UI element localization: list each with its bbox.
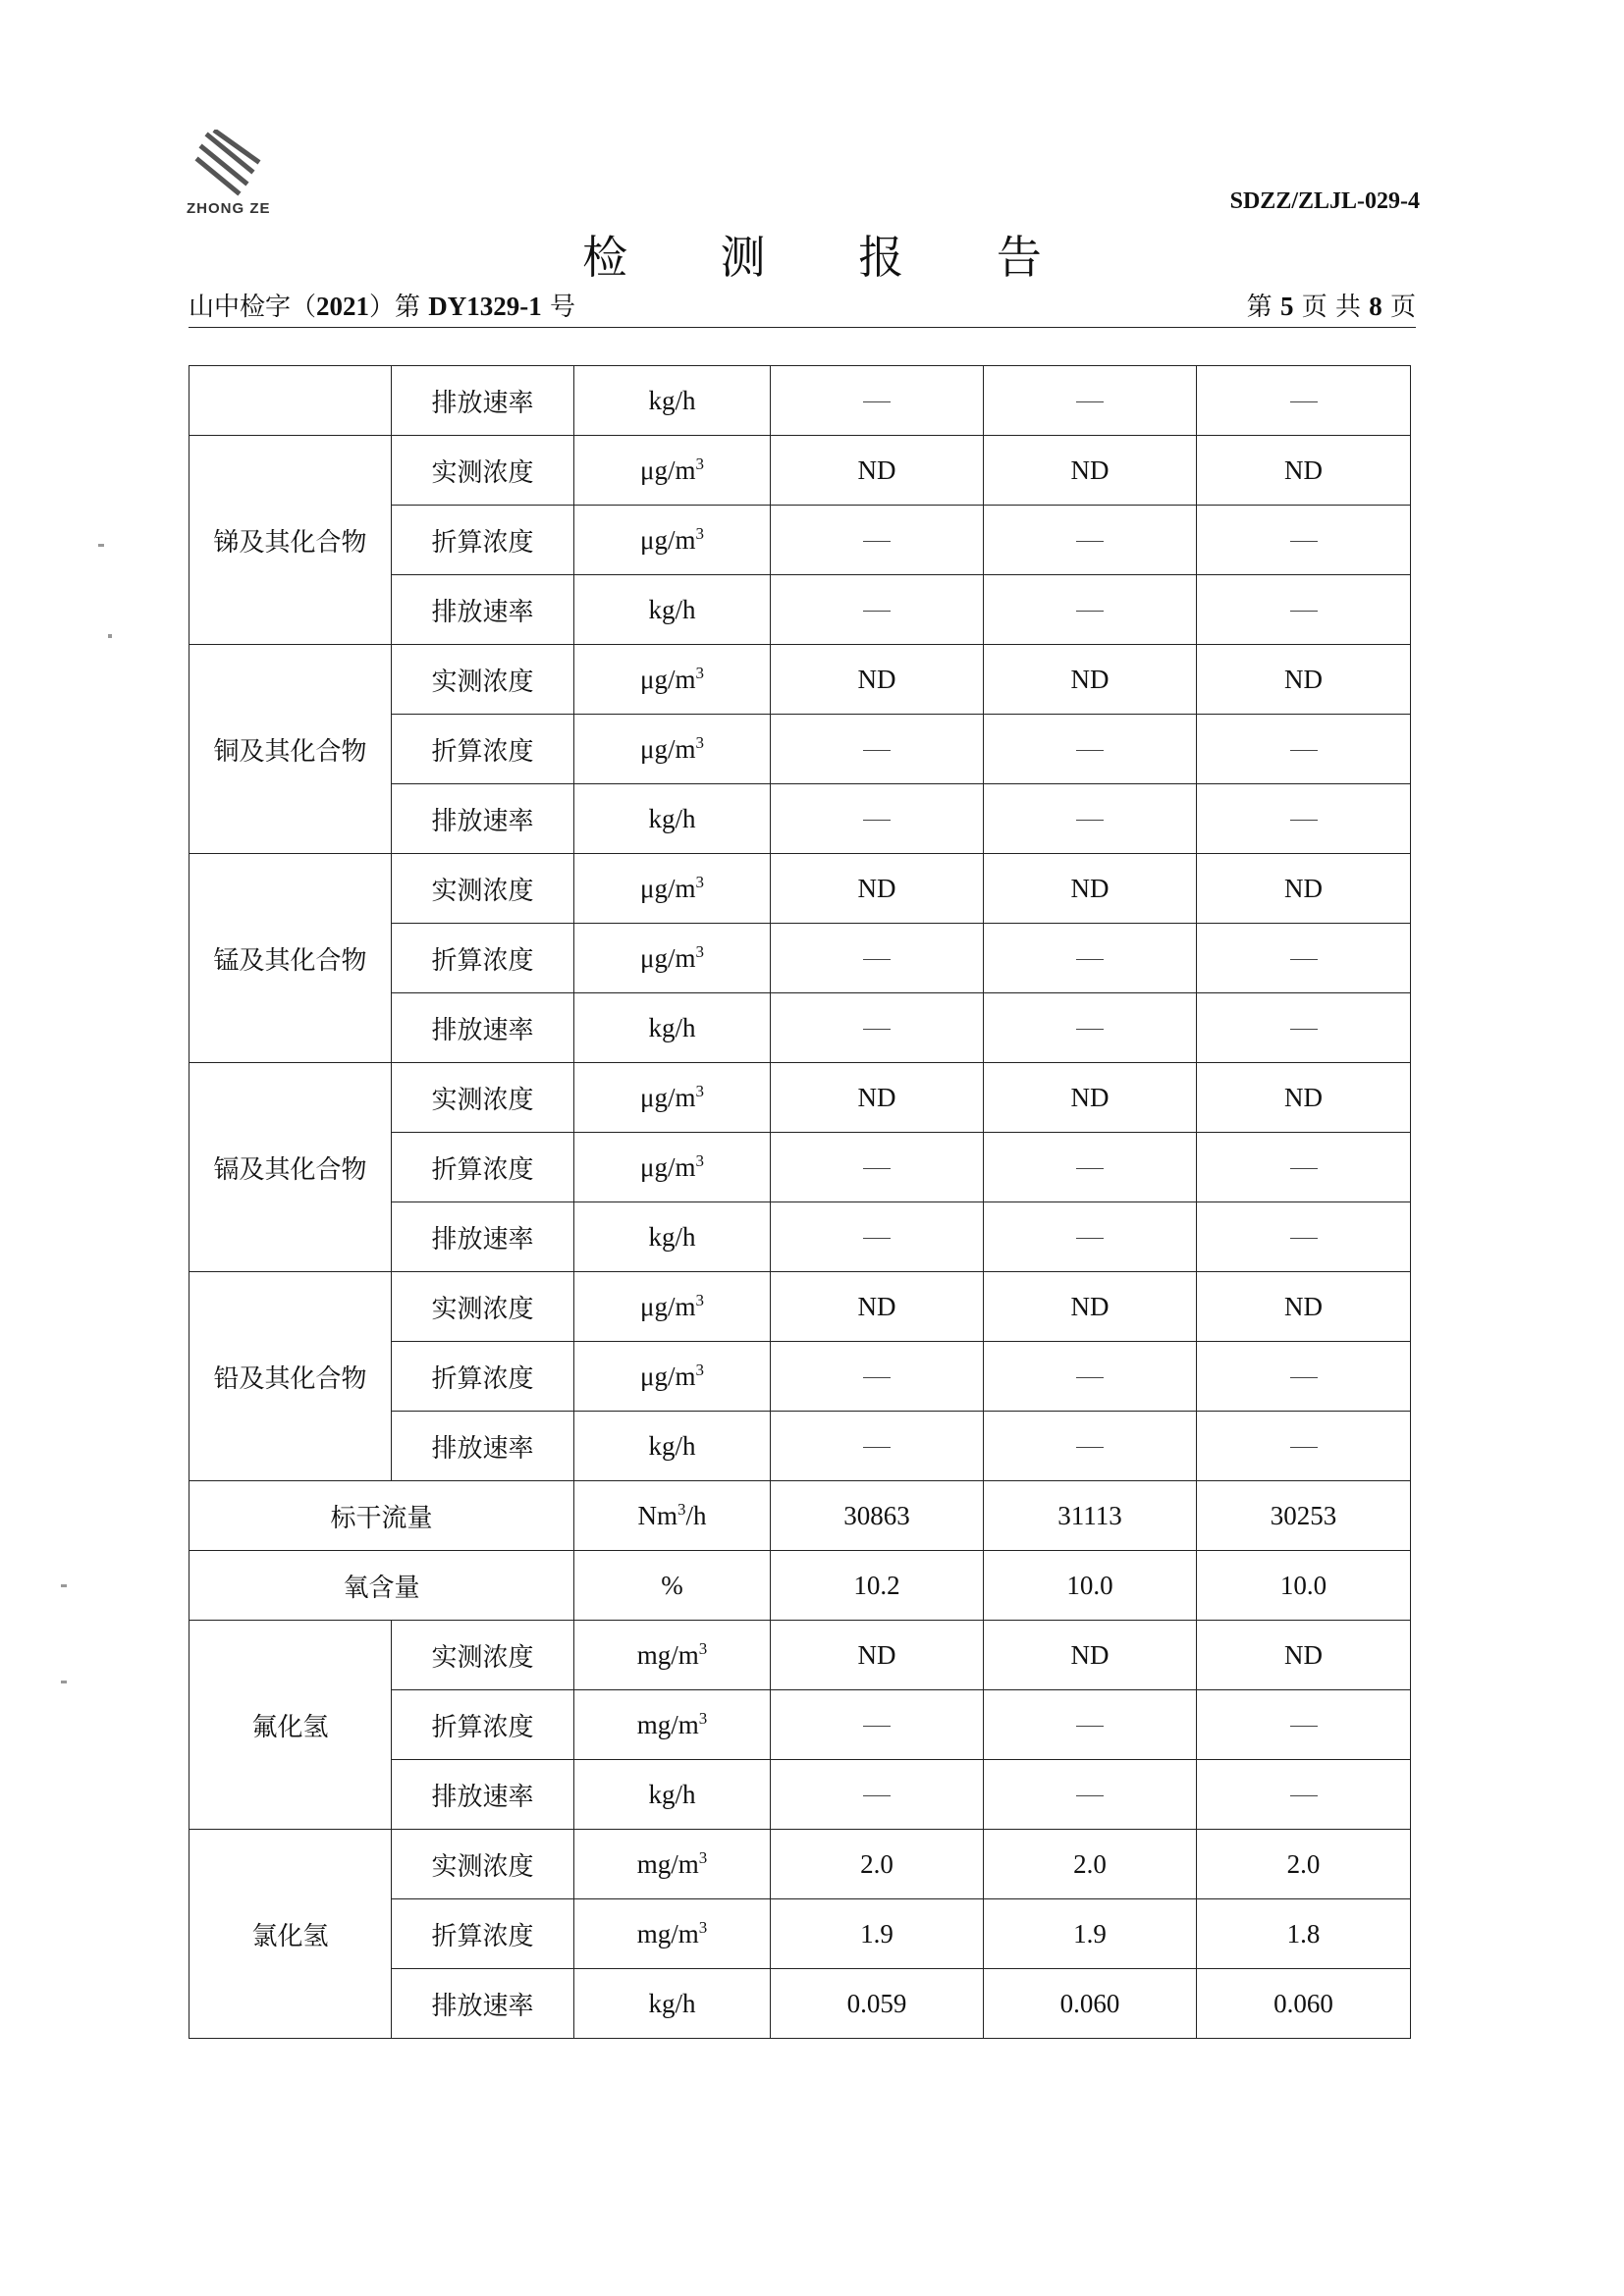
unit-text: kg/h xyxy=(648,1779,696,1809)
unit-superscript: 3 xyxy=(698,1709,708,1728)
value-cell xyxy=(771,506,984,575)
value-text: ND xyxy=(1070,664,1110,694)
unit-cell xyxy=(574,645,771,715)
value-cell xyxy=(984,1063,1197,1133)
value-text: ND xyxy=(1070,454,1110,485)
unit-cell xyxy=(574,1412,771,1481)
value-cell xyxy=(984,1830,1197,1899)
param-label: 实测浓度 xyxy=(392,1063,574,1133)
dash-mark xyxy=(1076,1447,1104,1448)
value-cell xyxy=(771,645,984,715)
value-cell xyxy=(1197,1481,1411,1551)
dash-mark xyxy=(1290,541,1318,542)
page-prefix: 第 xyxy=(1246,293,1280,322)
report-prefix: 山中检字（ xyxy=(189,293,317,322)
value-cell xyxy=(771,1690,984,1760)
dash-mark xyxy=(863,959,891,960)
dash-mark xyxy=(1290,1238,1318,1239)
param-label: 实测浓度 xyxy=(392,1830,574,1899)
unit-text: μg/m xyxy=(640,1083,696,1112)
value-cell xyxy=(771,1481,984,1551)
value-cell xyxy=(771,1969,984,2039)
value-cell xyxy=(1197,1830,1411,1899)
value-cell xyxy=(771,1899,984,1969)
dash-mark xyxy=(863,1447,891,1448)
dash-mark xyxy=(1076,1029,1104,1030)
value-cell xyxy=(771,1412,984,1481)
unit-cell xyxy=(574,924,771,993)
value-cell xyxy=(1197,1690,1411,1760)
table-row xyxy=(189,1621,1411,1690)
unit-text: μg/m xyxy=(640,943,696,973)
unit-text: μg/m xyxy=(640,1292,696,1321)
value-cell xyxy=(984,1342,1197,1412)
unit-cell xyxy=(574,1690,771,1760)
unit-text: mg/m xyxy=(636,1640,699,1670)
value-text: 30253 xyxy=(1270,1500,1337,1530)
param-label: 折算浓度 xyxy=(392,1342,574,1412)
value-text: 2.0 xyxy=(1073,1848,1107,1879)
table-row xyxy=(189,1551,1411,1621)
value-cell xyxy=(984,993,1197,1063)
dash-mark xyxy=(1076,611,1104,612)
value-cell xyxy=(1197,436,1411,506)
value-cell xyxy=(984,1133,1197,1202)
unit-text: mg/m xyxy=(636,1849,699,1879)
value-text: ND xyxy=(1070,873,1110,903)
value-text: ND xyxy=(857,454,896,485)
param-label: 排放速率 xyxy=(392,1969,574,2039)
unit-text: μg/m xyxy=(640,1152,696,1182)
unit-cell: kg/h xyxy=(574,366,771,436)
value-cell xyxy=(771,784,984,854)
value-cell xyxy=(1197,575,1411,645)
unit-text: mg/m xyxy=(636,1710,699,1739)
value-cell xyxy=(984,715,1197,784)
value-text: ND xyxy=(1070,1639,1110,1670)
value-text: 30863 xyxy=(843,1500,910,1530)
unit-text: kg/h xyxy=(648,1430,696,1461)
value-text: ND xyxy=(1284,664,1323,694)
page-total: 8 xyxy=(1369,292,1382,321)
dash-mark xyxy=(1290,959,1318,960)
value-text: ND xyxy=(857,873,896,903)
page-suffix: 页 xyxy=(1381,293,1416,322)
dash-mark xyxy=(1076,959,1104,960)
unit-superscript: 3 xyxy=(695,664,704,682)
value-cell xyxy=(984,645,1197,715)
value-cell xyxy=(771,366,984,436)
scan-mark xyxy=(108,634,112,638)
unit-text: μg/m xyxy=(640,665,696,694)
value-text: 0.060 xyxy=(1059,1988,1120,2018)
value-cell xyxy=(771,575,984,645)
value-cell xyxy=(984,1690,1197,1760)
value-cell xyxy=(984,1551,1197,1621)
dash-mark xyxy=(1290,1377,1318,1378)
value-text: 0.060 xyxy=(1273,1988,1333,2018)
param-label: 折算浓度 xyxy=(392,924,574,993)
dash-mark xyxy=(863,1726,891,1727)
unit-superscript: 3 xyxy=(695,1082,704,1100)
param-label: 实测浓度 xyxy=(392,1272,574,1342)
value-cell xyxy=(1197,1272,1411,1342)
value-cell xyxy=(771,924,984,993)
unit-superscript: 3 xyxy=(695,454,704,473)
dash-mark xyxy=(1076,1238,1104,1239)
value-text: 10.2 xyxy=(853,1570,900,1600)
dash-mark xyxy=(863,1238,891,1239)
value-cell xyxy=(771,1272,984,1342)
value-text: 2.0 xyxy=(1286,1848,1321,1879)
unit-text: kg/h xyxy=(648,1221,696,1252)
dash-mark xyxy=(1076,541,1104,542)
unit-cell xyxy=(574,1969,771,2039)
param-label: 排放速率 xyxy=(392,993,574,1063)
substance-name: 氟化氢 xyxy=(189,1621,392,1830)
substance-name: 铜及其化合物 xyxy=(189,645,392,854)
dash-mark xyxy=(1076,1168,1104,1169)
value-cell xyxy=(1197,366,1411,436)
value-cell xyxy=(1197,1412,1411,1481)
value-cell xyxy=(984,1272,1197,1342)
report-number xyxy=(189,287,575,323)
unit-text: μg/m xyxy=(640,874,696,903)
unit-cell xyxy=(574,1272,771,1342)
value-cell xyxy=(984,506,1197,575)
unit-superscript: 3 xyxy=(695,873,704,891)
substance-name: 铅及其化合物 xyxy=(189,1272,392,1481)
unit-cell xyxy=(574,1899,771,1969)
unit-cell xyxy=(574,1202,771,1272)
unit-superscript: 3 xyxy=(677,1500,686,1519)
value-text: 1.9 xyxy=(860,1918,893,1949)
report-id: DY1329-1 xyxy=(428,292,542,321)
dash-mark xyxy=(863,820,891,821)
table-row xyxy=(189,1481,1411,1551)
value-text: ND xyxy=(1284,1291,1323,1321)
value-cell xyxy=(984,1969,1197,2039)
dash-mark xyxy=(1290,750,1318,751)
value-cell xyxy=(984,575,1197,645)
scan-mark xyxy=(61,1681,67,1683)
unit-cell xyxy=(574,575,771,645)
dash-mark xyxy=(1076,1726,1104,1727)
value-cell xyxy=(984,1412,1197,1481)
value-text: ND xyxy=(1284,454,1323,485)
value-cell xyxy=(771,1830,984,1899)
value-cell xyxy=(984,784,1197,854)
value-text: ND xyxy=(1284,1082,1323,1112)
unit-superscript: 3 xyxy=(698,1639,708,1658)
dash-mark xyxy=(1290,1726,1318,1727)
unit-cell xyxy=(574,715,771,784)
param-label: 排放速率 xyxy=(392,575,574,645)
scan-mark xyxy=(61,1584,67,1587)
value-text: ND xyxy=(1284,1639,1323,1670)
logo-stripes-icon xyxy=(194,130,263,198)
value-cell xyxy=(771,1760,984,1830)
value-cell xyxy=(984,1760,1197,1830)
value-cell xyxy=(1197,1342,1411,1412)
report-year: 2021 xyxy=(316,292,370,321)
unit-superscript: 3 xyxy=(698,1848,708,1867)
value-cell xyxy=(1197,1133,1411,1202)
dash-mark xyxy=(863,611,891,612)
value-cell xyxy=(1197,1621,1411,1690)
page-mid: 页 共 xyxy=(1293,293,1370,322)
param-label: 实测浓度 xyxy=(392,1621,574,1690)
dash-mark xyxy=(1290,1168,1318,1169)
unit-superscript: 3 xyxy=(695,1291,704,1309)
unit-text: kg/h xyxy=(648,594,696,624)
value-text: ND xyxy=(857,1082,896,1112)
value-cell xyxy=(1197,1899,1411,1969)
value-text: ND xyxy=(857,1639,896,1670)
value-cell xyxy=(984,1621,1197,1690)
unit-superscript: 3 xyxy=(695,942,704,961)
dash-mark xyxy=(863,1168,891,1169)
value-cell xyxy=(984,366,1197,436)
value-cell xyxy=(984,436,1197,506)
dash-mark xyxy=(863,1377,891,1378)
table-row xyxy=(189,436,1411,506)
unit-cell xyxy=(574,784,771,854)
report-mid: ）第 xyxy=(369,293,429,322)
value-text: 10.0 xyxy=(1279,1570,1327,1600)
value-cell xyxy=(771,436,984,506)
unit-cell xyxy=(574,1063,771,1133)
unit-text: μg/m xyxy=(640,455,696,485)
value-cell xyxy=(1197,1551,1411,1621)
unit-superscript: 3 xyxy=(695,1361,704,1379)
unit-cell xyxy=(574,1760,771,1830)
value-cell xyxy=(771,993,984,1063)
page-title: 检 测 报 告 xyxy=(582,231,1081,284)
dash-mark xyxy=(1290,1029,1318,1030)
unit-superscript: 3 xyxy=(695,1151,704,1170)
dash-mark xyxy=(1076,1377,1104,1378)
value-cell xyxy=(984,1202,1197,1272)
logo-text: ZHONG ZE xyxy=(187,200,271,217)
value-cell xyxy=(771,1063,984,1133)
value-text: 10.0 xyxy=(1066,1570,1113,1600)
unit-cell xyxy=(574,506,771,575)
value-text: ND xyxy=(857,1291,896,1321)
unit-text: kg/h xyxy=(648,1988,696,2018)
unit-tail: /h xyxy=(685,1501,707,1530)
param-label: 实测浓度 xyxy=(392,645,574,715)
value-cell xyxy=(771,854,984,924)
dash-mark xyxy=(1290,401,1318,402)
unit-text: μg/m xyxy=(640,525,696,555)
table-row xyxy=(189,366,1411,436)
empty-cell xyxy=(189,366,392,436)
value-cell xyxy=(984,1481,1197,1551)
value-cell xyxy=(1197,1969,1411,2039)
unit-superscript: 3 xyxy=(695,733,704,752)
dash-mark xyxy=(863,1795,891,1796)
dash-mark xyxy=(1076,750,1104,751)
param-label: 实测浓度 xyxy=(392,436,574,506)
value-cell xyxy=(771,1133,984,1202)
page-number: 5 xyxy=(1279,292,1294,321)
oxygen-label: 氧含量 xyxy=(189,1551,574,1621)
value-cell xyxy=(1197,993,1411,1063)
value-cell xyxy=(984,854,1197,924)
value-text: 2.0 xyxy=(860,1848,893,1879)
dash-mark xyxy=(863,750,891,751)
page-indicator xyxy=(1247,287,1416,323)
unit-superscript: 3 xyxy=(695,524,704,543)
value-cell xyxy=(1197,1760,1411,1830)
unit-superscript: 3 xyxy=(698,1918,708,1937)
unit-text: kg/h xyxy=(648,803,696,833)
unit-cell xyxy=(574,1621,771,1690)
value-cell xyxy=(771,715,984,784)
unit-text: μg/m xyxy=(640,1362,696,1391)
value-cell xyxy=(1197,854,1411,924)
unit-cell xyxy=(574,1342,771,1412)
dash-mark xyxy=(1076,1795,1104,1796)
dash-mark xyxy=(863,1029,891,1030)
scan-mark xyxy=(98,544,104,547)
unit-text: mg/m xyxy=(636,1919,699,1949)
param-label: 折算浓度 xyxy=(392,1899,574,1969)
dash-mark xyxy=(1290,611,1318,612)
param-label: 排放速率 xyxy=(392,1202,574,1272)
substance-name: 锑及其化合物 xyxy=(189,436,392,645)
unit-cell xyxy=(574,1133,771,1202)
param-label: 排放速率 xyxy=(392,1760,574,1830)
table-row xyxy=(189,854,1411,924)
report-suffix: 号 xyxy=(541,293,576,322)
unit-cell xyxy=(574,1830,771,1899)
unit-text: Nm xyxy=(637,1501,677,1530)
param-label: 排放速率 xyxy=(392,784,574,854)
unit-cell: % xyxy=(574,1551,771,1621)
dash-mark xyxy=(1290,1447,1318,1448)
unit-cell xyxy=(574,993,771,1063)
param-label: 折算浓度 xyxy=(392,1133,574,1202)
value-cell xyxy=(771,1621,984,1690)
substance-name: 镉及其化合物 xyxy=(189,1063,392,1272)
table-row xyxy=(189,1272,1411,1342)
value-cell xyxy=(771,1342,984,1412)
substance-name: 氯化氢 xyxy=(189,1830,392,2039)
unit-cell xyxy=(574,854,771,924)
value-text: 1.9 xyxy=(1073,1918,1107,1949)
unit-cell xyxy=(574,1481,771,1551)
value-cell xyxy=(984,1899,1197,1969)
param-label: 排放速率 xyxy=(392,1412,574,1481)
value-cell xyxy=(1197,1063,1411,1133)
dash-mark xyxy=(1290,1795,1318,1796)
substance-name: 锰及其化合物 xyxy=(189,854,392,1063)
unit-cell xyxy=(574,436,771,506)
dash-mark xyxy=(863,401,891,402)
value-cell xyxy=(1197,1202,1411,1272)
table-row xyxy=(189,1063,1411,1133)
param-label: 折算浓度 xyxy=(392,715,574,784)
value-text: 1.8 xyxy=(1286,1918,1321,1949)
value-text: 0.059 xyxy=(846,1988,907,2018)
value-text: 31113 xyxy=(1057,1500,1122,1530)
unit-text: μg/m xyxy=(640,734,696,764)
company-logo xyxy=(187,130,285,217)
param-label: 折算浓度 xyxy=(392,1690,574,1760)
dash-mark xyxy=(1076,401,1104,402)
param-label: 折算浓度 xyxy=(392,506,574,575)
value-cell xyxy=(984,924,1197,993)
unit-text: kg/h xyxy=(648,1012,696,1042)
table-row xyxy=(189,1830,1411,1899)
param-label: 排放速率 xyxy=(392,366,574,436)
value-cell xyxy=(771,1551,984,1621)
value-cell xyxy=(1197,924,1411,993)
value-cell xyxy=(771,1202,984,1272)
document-code: SDZZ/ZLJL-029-4 xyxy=(1229,188,1420,214)
dash-mark xyxy=(1076,820,1104,821)
value-cell xyxy=(1197,715,1411,784)
report-header-line xyxy=(189,287,1416,328)
value-text: ND xyxy=(1070,1291,1110,1321)
dash-mark xyxy=(863,541,891,542)
value-cell xyxy=(1197,784,1411,854)
value-cell xyxy=(1197,506,1411,575)
param-label: 实测浓度 xyxy=(392,854,574,924)
value-text: ND xyxy=(1284,873,1323,903)
flow-label: 标干流量 xyxy=(189,1481,574,1551)
results-table xyxy=(189,365,1411,2039)
value-text: ND xyxy=(1070,1082,1110,1112)
dash-mark xyxy=(1290,820,1318,821)
value-cell xyxy=(1197,645,1411,715)
value-text: ND xyxy=(857,664,896,694)
table-row xyxy=(189,645,1411,715)
